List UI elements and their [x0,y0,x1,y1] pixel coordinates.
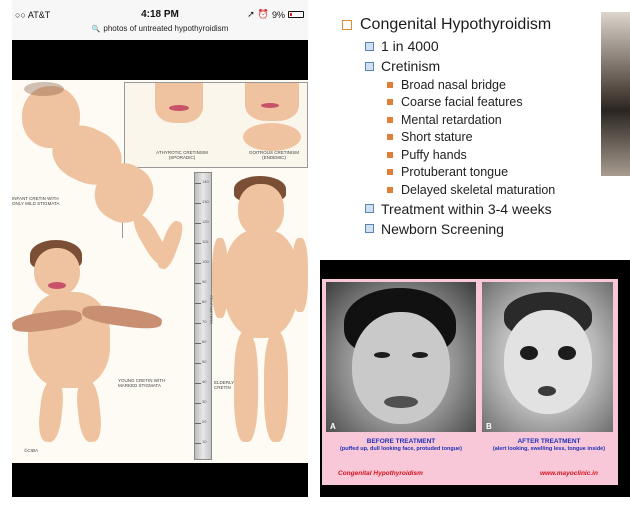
status-icons [247,9,304,20]
list-item: Broad nasal bridge [387,76,607,94]
list-item: Newborn Screening [365,219,607,239]
label-infant: INFANT CRETIN WITH ONLY MILD STIGMATA [12,196,60,206]
square-bullet-icon [387,169,393,175]
square-bullet-icon [387,134,393,140]
carrier-label: ○○ AT&T [15,10,51,20]
square-bullet-icon [365,204,374,213]
ruler-label: CENTIMETERS [208,295,214,324]
list-item: Cretinism [365,56,607,76]
label-athyrotic: ATHYROTIC CRETINISM (SPORADIC) [156,150,208,160]
phone-screenshot [12,0,308,497]
caption-title: Congenital Hypothyroidism [338,470,423,477]
list-item: 1 in 4000 [365,36,607,56]
label-copyright: ©CIBA [24,448,38,453]
square-bullet-icon [387,187,393,193]
slide-bullets [342,14,607,239]
list-item: Delayed skeletal maturation [387,181,607,199]
list-item: Treatment within 3-4 weeks [365,199,607,219]
label-elderly: ELDERLY CRETIN [214,380,235,390]
square-bullet-icon [365,62,374,71]
square-bullet-icon [365,224,374,233]
search-query: photos of untreated hypothyroidism [103,24,229,33]
square-bullet-icon [387,99,393,105]
alarm-icon: ⏰ [257,9,269,19]
list-item: Puffy hands [387,146,607,164]
after-caption: AFTER TREATMENT (alert looking, swelling less, tongue inside) [492,438,606,452]
caption-site: www.mayoclinic.in [540,470,598,477]
square-bullet-icon [365,42,374,51]
square-bullet-icon [387,152,393,158]
square-bullet-icon [387,117,393,123]
measuring-ruler: 140 130 120 110 100 90 80 70 60 50 40 30 20 10 CENTIMETERS [194,172,212,460]
label-young: YOUNG CRETIN WITH MARKED STIGMATA [118,378,166,388]
clock: 4:18 PM [141,9,179,20]
square-bullet-icon [342,20,352,30]
search-bar[interactable] [12,24,308,33]
battery-icon [288,11,304,18]
status-bar [12,0,308,40]
list-item: Coarse facial features [387,94,607,112]
list-item: Mental retardation [387,111,607,129]
location-icon: ➚ [247,9,255,19]
photo-label-b: B [486,422,492,431]
photo-label-a: A [330,422,336,431]
list-item: Short stature [387,129,607,147]
before-caption: BEFORE TREATMENT (puffed up, dull looking face, protuded tongue) [340,438,462,452]
square-bullet-icon [387,82,393,88]
slide-title: Congenital Hypothyroidism [342,14,607,36]
list-item: Protuberant tongue [387,164,607,182]
before-photo [326,282,476,432]
battery-percent: 9% [271,9,285,20]
cretinism-illustration [12,80,308,463]
after-photo [482,282,613,432]
label-goitrous: GOITROUS CRETINISM (ENDEMIC) [248,150,299,160]
search-icon: 🔍 [91,26,101,33]
